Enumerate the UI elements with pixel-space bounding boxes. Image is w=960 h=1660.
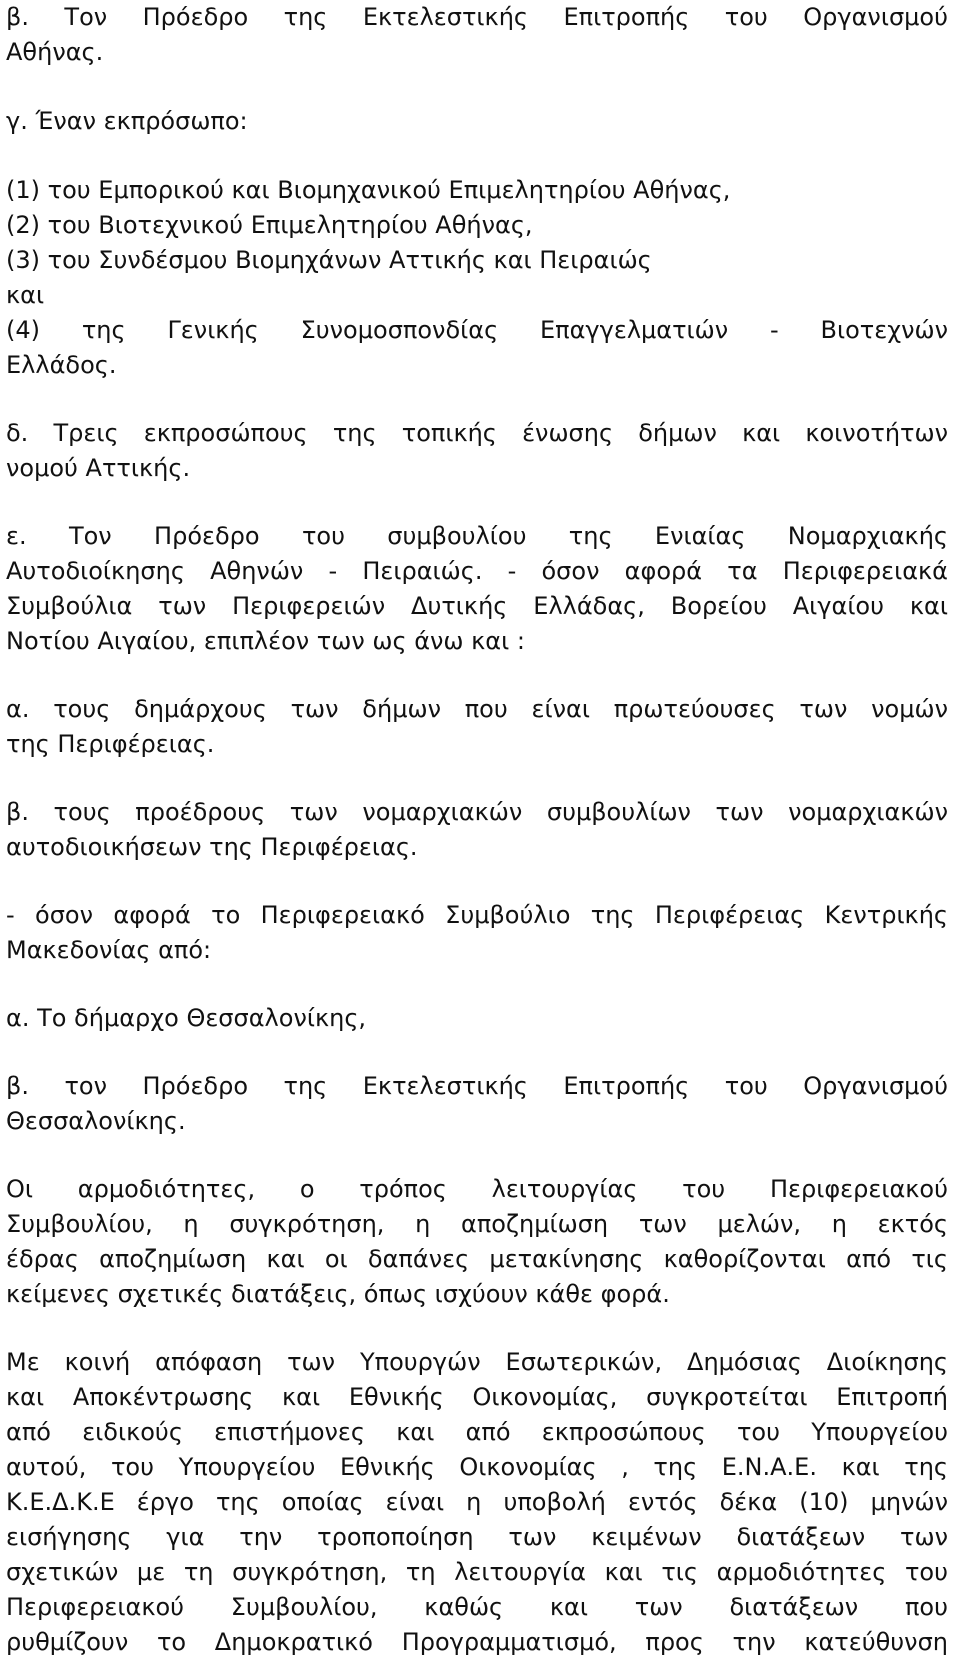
text-line: α. τους δημάρχους των δήμων που είναι πρωτεύουσες των νομών — [6, 695, 948, 723]
text-line: Οι αρμοδιότητες, ο τρόπος λειτουργίας του Περιφερειακού — [6, 1175, 948, 1203]
text-line: Κ.Ε.Δ.Κ.Ε έργο της οποίας είναι η υποβολή εντός δέκα (10) μηνών — [6, 1488, 948, 1516]
text-line: Μακεδονίας από: — [6, 936, 212, 964]
text-line: (1) του Εμπορικού και Βιομηχανικού Επιμελητηρίου Αθήνας, — [6, 176, 731, 204]
text-line: Ελλάδος. — [6, 351, 117, 379]
paragraph-gamma — [6, 104, 948, 139]
text-line: - όσον αφορά το Περιφερειακό Συμβούλιο της Περιφέρειας Κεντρικής — [6, 901, 948, 929]
text-line: Περιφερειακού Συμβουλίου, καθώς και των διατάξεων που — [6, 1593, 948, 1621]
text-line: Συμβουλίου, η συγκρότηση, η αποζημίωση των μελών, η εκτός — [6, 1210, 948, 1238]
paragraph-beta-athens — [6, 0, 948, 70]
text-line: νομού Αττικής. — [6, 454, 191, 482]
paragraph-beta-thessaloniki — [6, 1069, 948, 1139]
text-line: β. τον Πρόεδρο της Εκτελεστικής Επιτροπής του Οργανισμού — [6, 1072, 948, 1100]
text-line: και — [6, 281, 45, 309]
text-line: β. Τον Πρόεδρο της Εκτελεστικής Επιτροπής του Οργανισμού — [6, 3, 948, 31]
text-line: Με κοινή απόφαση των Υπουργών Εσωτερικών, Δημόσιας Διοίκησης — [6, 1348, 948, 1376]
text-line: (2) του Βιοτεχνικού Επιμελητηρίου Αθήνας, — [6, 211, 533, 239]
text-line: κείμενες σχετικές διατάξεις, όπως ισχύουν κάθε φορά. — [6, 1280, 670, 1308]
paragraph-alpha-thessaloniki — [6, 1001, 948, 1036]
text-line: και Αποκέντρωσης και Εθνικής Οικονομίας, συγκροτείται Επιτροπή — [6, 1383, 948, 1411]
text-line: β. τους προέδρους των νομαρχιακών συμβουλίων των νομαρχιακών — [6, 798, 948, 826]
document-page — [6, 0, 948, 1660]
text-line: (4) της Γενικής Συνομοσπονδίας Επαγγελματιών - Βιοτεχνών — [6, 316, 948, 344]
text-line: Συμβούλια των Περιφερειών Δυτικής Ελλάδας, Βορείου Αιγαίου και — [6, 592, 948, 620]
text-line: α. Το δήμαρχο Θεσσαλονίκης, — [6, 1004, 367, 1032]
text-line: αυτοδιοικήσεων της Περιφέρειας. — [6, 833, 418, 861]
paragraph-responsibilities — [6, 1172, 948, 1312]
text-line: δ. Τρεις εκπροσώπους της τοπικής ένωσης δήμων και κοινοτήτων — [6, 419, 948, 447]
text-line: ρυθμίζουν το Δημοκρατικό Προγραμματισμό, προς την κατεύθυνση — [6, 1628, 948, 1656]
text-line: εισήγησης για την τροποποίηση των κειμένων διατάξεων των — [6, 1523, 948, 1551]
text-line: (3) του Συνδέσμου Βιομηχάνων Αττικής και Πειραιώς — [6, 246, 652, 274]
text-line: σχετικών με τη συγκρότηση, τη λειτουργία και τις αρμοδιότητες του — [6, 1558, 948, 1586]
text-line: Νοτίου Αιγαίου, επιπλέον των ως άνω και : — [6, 627, 525, 655]
paragraph-beta-prefects — [6, 795, 948, 865]
paragraph-joint-decision — [6, 1345, 948, 1660]
text-line: ε. Τον Πρόεδρο του συμβουλίου της Ενιαίας Νομαρχιακής — [6, 522, 948, 550]
paragraph-gamma-list — [6, 173, 948, 383]
text-line: Αθήνας. — [6, 38, 104, 66]
paragraph-alpha-mayors — [6, 692, 948, 762]
text-line: Αυτοδιοίκησης Αθηνών - Πειραιώς. - όσον αφορά τα Περιφερειακά — [6, 557, 948, 585]
text-line: από ειδικούς επιστήμονες και από εκπροσώπους του Υπουργείου — [6, 1418, 948, 1446]
paragraph-delta — [6, 416, 948, 486]
text-line: αυτού, του Υπουργείου Εθνικής Οικονομίας , της Ε.Ν.Α.Ε. και της — [6, 1453, 948, 1481]
text-line: γ. Έναν εκπρόσωπο: — [6, 107, 248, 135]
text-line: της Περιφέρειας. — [6, 730, 215, 758]
paragraph-epsilon — [6, 519, 948, 659]
paragraph-central-macedonia — [6, 898, 948, 968]
text-line: έδρας αποζημίωση και οι δαπάνες μετακίνησης καθορίζονται από τις — [6, 1245, 948, 1273]
text-line: Θεσσαλονίκης. — [6, 1107, 186, 1135]
